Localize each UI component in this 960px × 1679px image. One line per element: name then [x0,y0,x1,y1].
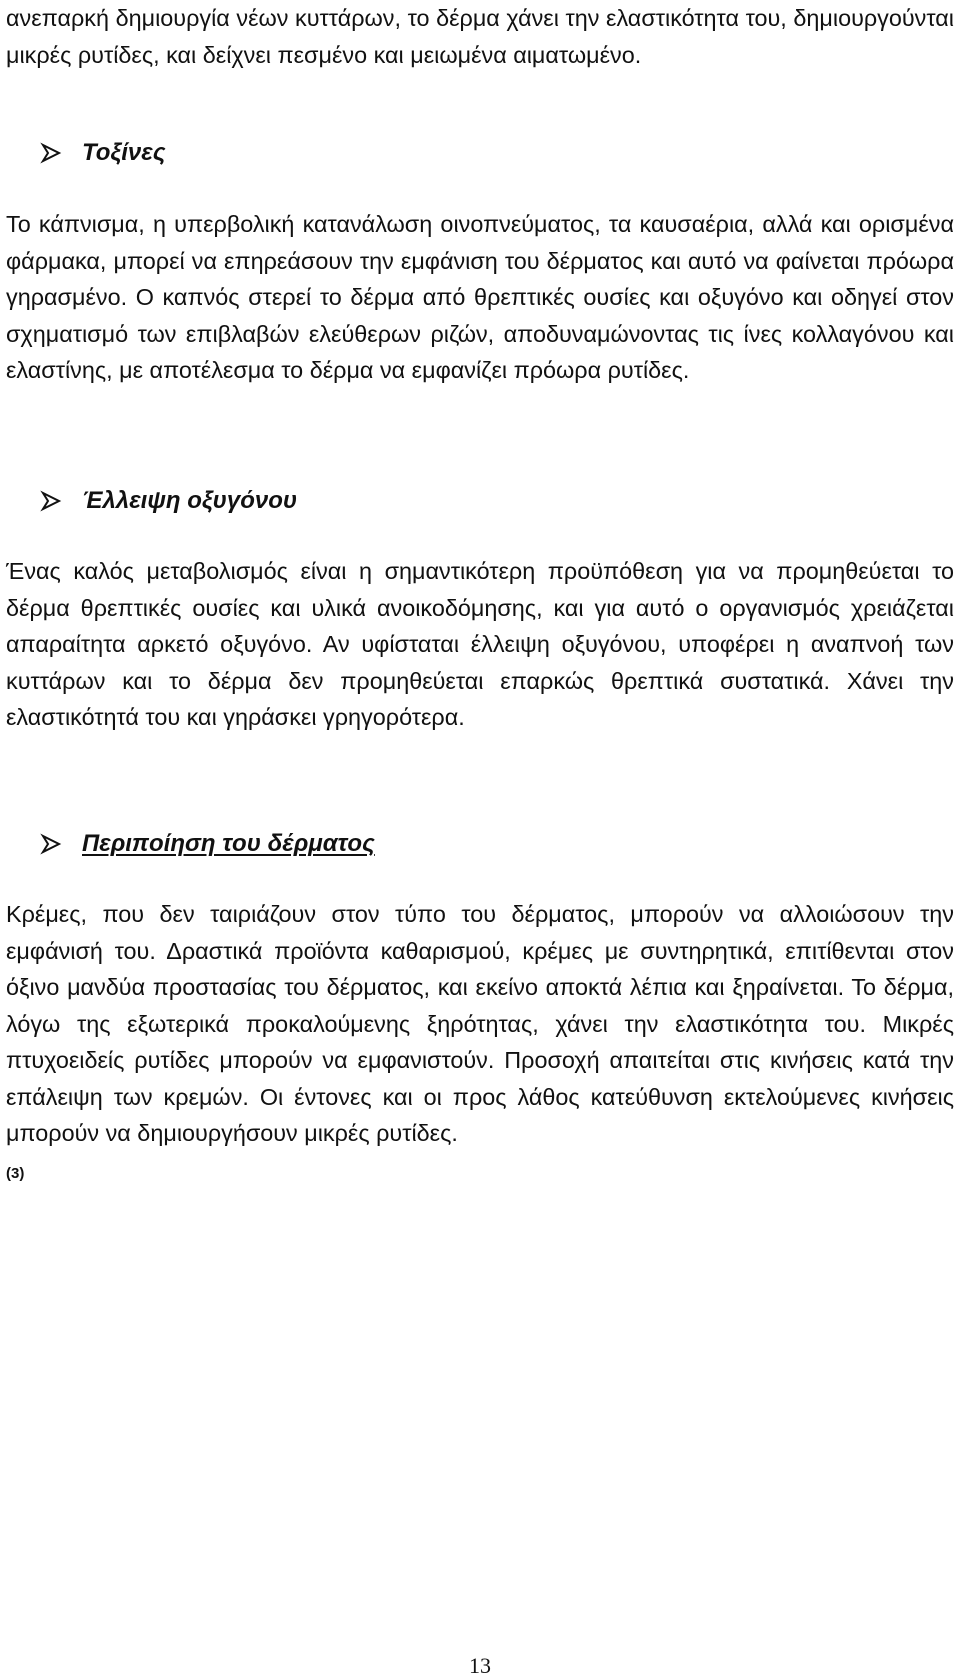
arrow-bullet-icon [40,142,62,164]
section-body-toxins: Το κάπνισμα, η υπερβολική κατανάλωση οινοπνεύματος, τα καυσαέρια, αλλά και ορισμένα φάρμακα, μπορεί να επηρεάσουν την εμφάνιση του δέρματος και αυτό να φαίνεται πρόωρα γηρασμένο. Ο καπνός στερεί το δέρμα από θρεπτικές ουσίες και οξυγόνο και οδηγεί στον σχηματισμό των επιβλαβών ελεύθερων ριζών, αποδυναμώνοντας τις ίνες κολλαγόνου και ελαστίνης, με αποτέλεσμα το δέρμα να εμφανίζει πρόωρα ρυτίδες. [6,211,954,383]
section-body-oxygen: Ένας καλός μεταβολισμός είναι η σημαντικότερη προϋπόθεση για να προμηθεύεται το δέρμα θρεπτικές ουσίες και υλικά ανοικοδόμησης, και για αυτό ο οργανισμός χρειάζεται απαραίτητα αρκετό οξυγόνο. Αν υφίσταται έλλειψη οξυγόνου, υποφέρει η αναπνοή των κυττάρων και το δέρμα δεν προμηθεύεται επαρκώς θρεπτικά συστατικά. Χάνει την ελαστικότητά του και γηράσκει γρηγορότερα. [6,558,954,730]
section-body-skincare [6,896,954,1192]
citation-reference: (3) [6,1164,25,1182]
arrow-bullet-icon [40,490,62,512]
section-heading-oxygen [40,483,297,519]
arrow-bullet-icon [40,833,62,855]
page-number: 13 [469,1653,491,1678]
section-heading-toxins [40,135,166,171]
section-heading-text: Έλλειψη οξυγόνου [82,487,298,514]
section-body-text: Κρέμες, που δεν ταιριάζουν στον τύπο του δέρματος, μπορούν να αλλοιώσουν την εμφάνισή του. Δραστικά προϊόντα καθαρισμού, κρέμες με συντηρητικά, επιτίθενται στον όξινο μανδύα προστασίας του δέρματος, και εκείνο αποκτά λέπια και ξηραίνεται. Το δέρμα, λόγω της εξωτερικά προκαλούμενης ξηρότητας, χάνει την ελαστικότητα του. Μικρές πτυχοειδείς ρυτίδες μπορούν να εμφανιστούν. Προσοχή απαιτείται στις κινήσεις κατά την επάλειψη των κρεμών. Οι έντονες και οι προς λάθος κατεύθυνση εκτελούμενες κινήσεις μπορούν να δημιουργήσουν μικρές ρυτίδες. [6,901,954,1146]
section-heading-text: Τοξίνες [82,139,166,166]
section-heading-skincare [40,826,375,862]
intro-paragraph: ανεπαρκή δημιουργία νέων κυττάρων, το δέρμα χάνει την ελαστικότητα του, δημιουργούνται μικρές ρυτίδες, και δείχνει πεσμένο και μειωμένα αιματωμένο. [6,5,954,68]
section-heading-text: Περιποίηση του δέρματος [82,830,375,857]
